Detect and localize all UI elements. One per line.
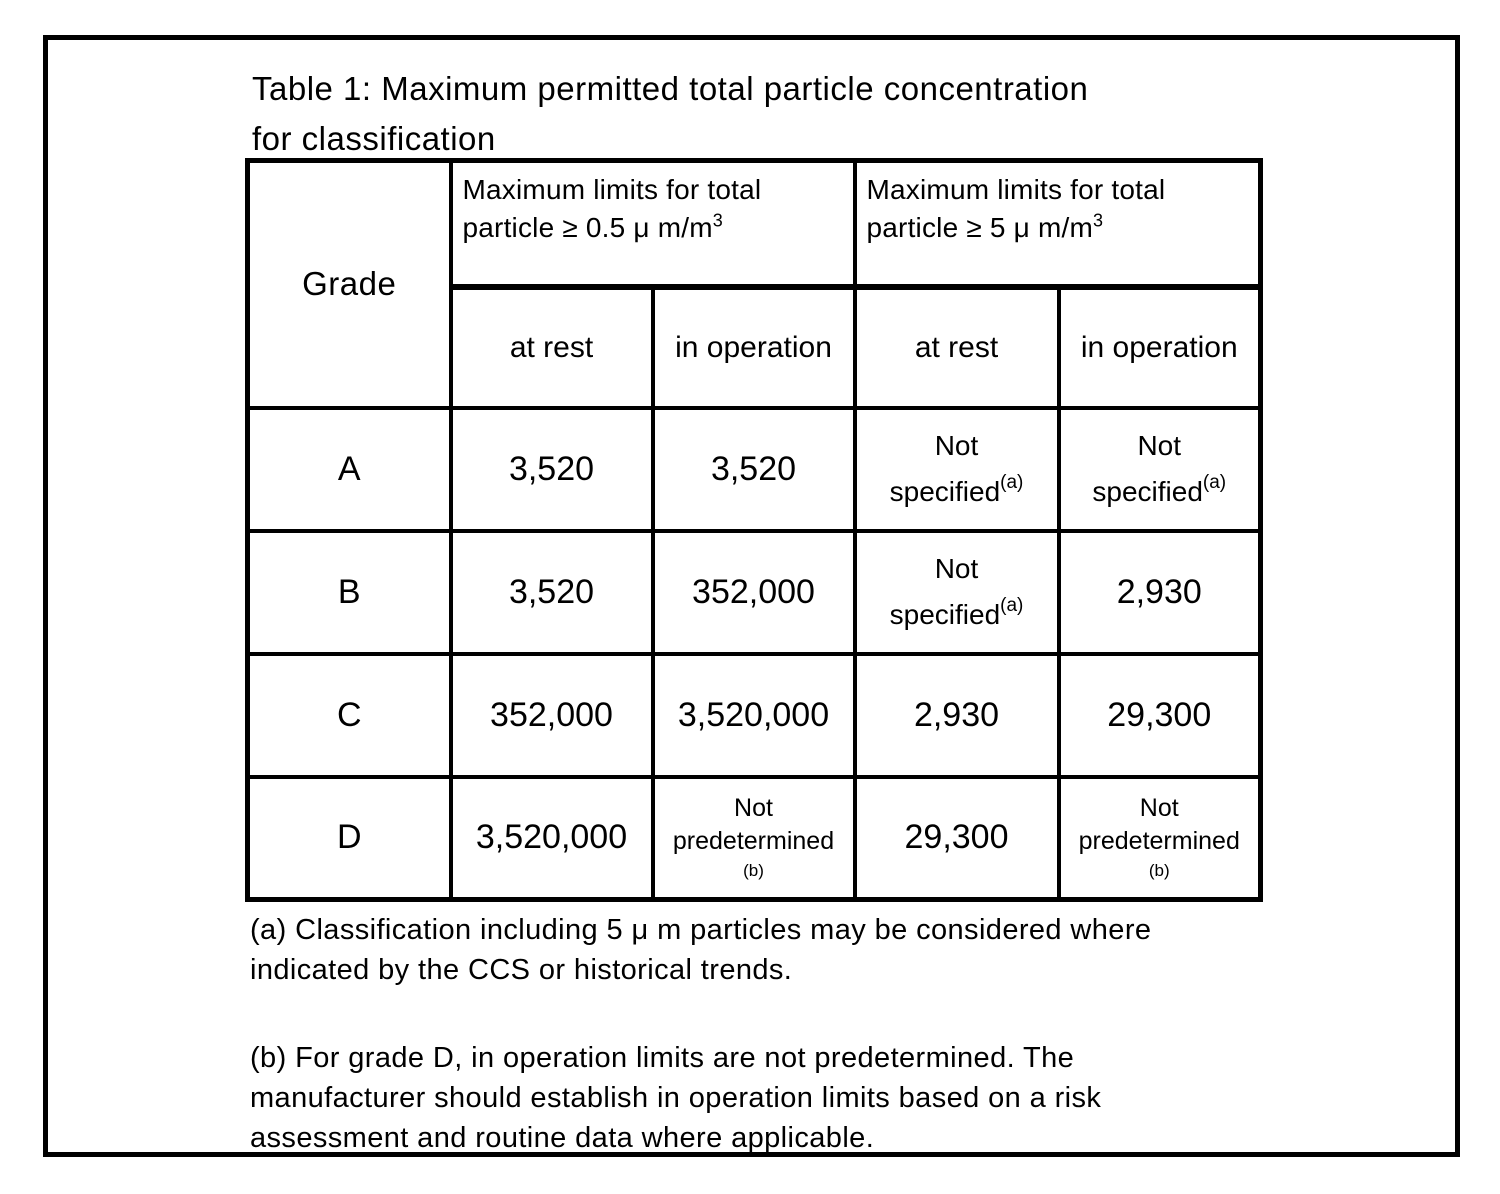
not-specified-line: Not: [934, 553, 979, 584]
grade-cell: C: [248, 654, 451, 777]
subheader-at-rest-5um: at rest: [855, 287, 1059, 408]
document-title: [252, 64, 1088, 164]
group-header-line: Maximum limits for total: [462, 174, 762, 205]
value-cell: [855, 408, 1059, 531]
value-cell: 2,930: [1059, 531, 1261, 654]
value-cell: 3,520: [451, 531, 653, 654]
superscript-3: 3: [1092, 210, 1104, 231]
grade-header-cell: Grade: [248, 161, 451, 408]
footnote-ref-b: (b): [1148, 860, 1170, 880]
grade-cell: B: [248, 531, 451, 654]
group-header-line: [463, 209, 851, 247]
group-header-line: Maximum limits for total: [866, 174, 1166, 205]
not-specified-line: specified$^{(a)}$: [1092, 471, 1227, 507]
table-row-grade-c: [248, 654, 1261, 777]
value-cell: 352,000: [653, 531, 855, 654]
footnote-line: indicated by the CCS or historical trends.: [250, 954, 793, 986]
value-cell: 2,930: [855, 654, 1059, 777]
not-predetermined-line: predetermined: [672, 826, 835, 855]
value-cell: 29,300: [1059, 654, 1261, 777]
particle-limits-table: [245, 158, 1263, 902]
not-predetermined-line: Not: [1139, 793, 1179, 822]
group-header-unit: particle ≥ 0.5 μ m/m: [462, 212, 713, 243]
value-cell: 352,000: [451, 654, 653, 777]
footnote-line: assessment and routine data where applicable.: [250, 1122, 875, 1154]
footnote-ref-a: (a): [1202, 471, 1227, 493]
group-header-unit: particle ≥ 5 μ m/m: [866, 212, 1093, 243]
superscript-3: 3: [712, 210, 723, 231]
value-cell: 29,300: [855, 777, 1059, 900]
not-predetermined-line: Not: [734, 793, 773, 822]
not-predetermined-line: predetermined: [1078, 826, 1240, 855]
value-cell: 3,520: [653, 408, 855, 531]
value-cell: [1059, 777, 1261, 900]
grade-cell: A: [248, 408, 451, 531]
group-header-5um: [855, 161, 1261, 287]
subheader-in-operation-05um: in operation: [653, 287, 855, 408]
footnote-line: (a) Classification including 5 μ m particles may be considered where: [250, 914, 1152, 946]
footnote-ref-a: (a): [1000, 471, 1024, 493]
not-specified-line: specified$^{(a)}$: [889, 594, 1024, 630]
not-specified-line: Not: [1137, 430, 1182, 461]
subheader-at-rest-05um: at rest: [451, 287, 653, 408]
title-line-1: Table 1: Maximum permitted total particle concentration: [252, 70, 1089, 107]
table-row-grade-a: [248, 408, 1261, 531]
footnote-line: (b) For grade D, in operation limits are not predetermined. The: [250, 1042, 1075, 1074]
value-cell: 3,520,000: [653, 654, 855, 777]
footnote-b: [250, 1038, 1270, 1158]
subheader-in-operation-5um: in operation: [1059, 287, 1261, 408]
value-cell: 3,520,000: [451, 777, 653, 900]
group-header-05um: [451, 161, 855, 287]
value-cell: [653, 777, 855, 900]
not-specified-line: Not: [934, 430, 979, 461]
table-row-grade-b: [248, 531, 1261, 654]
title-line-2: for classification: [252, 120, 496, 157]
footnote-ref-b: (b): [743, 860, 764, 880]
value-cell: [855, 531, 1059, 654]
group-header-line: [867, 209, 1257, 247]
value-cell: 3,520: [451, 408, 653, 531]
grade-cell: D: [248, 777, 451, 900]
value-cell: [1059, 408, 1261, 531]
table-row-grade-d: [248, 777, 1261, 900]
footnote-line: manufacturer should establish in operation limits based on a risk: [250, 1082, 1102, 1114]
footnote-a: [250, 910, 1270, 990]
not-specified-line: specified$^{(a)}$: [889, 471, 1024, 507]
footnote-ref-a: (a): [1000, 594, 1024, 616]
